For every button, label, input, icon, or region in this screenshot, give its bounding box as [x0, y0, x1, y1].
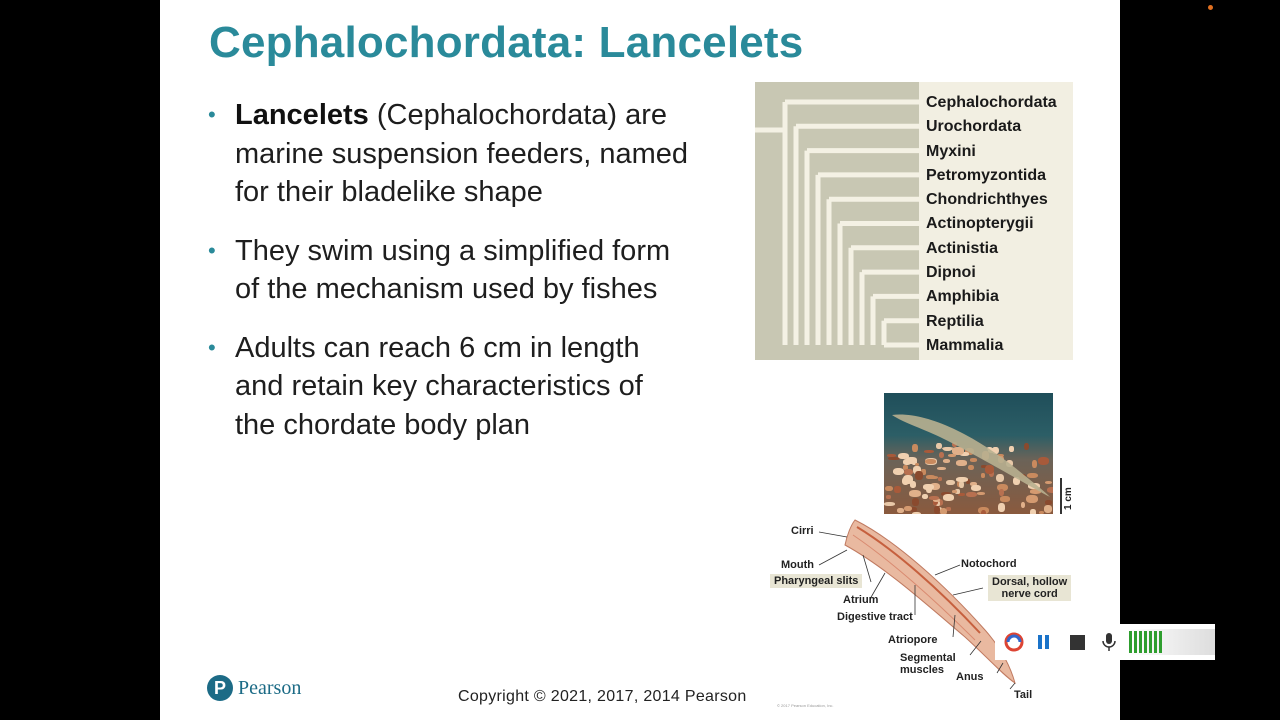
bullet-text: (Cephalochordata) are marine suspension feeders, named for their bladelike shape — [235, 99, 688, 208]
bullet-item — [208, 232, 688, 309]
label-atrium: Atrium — [843, 594, 879, 606]
meter-bar — [1129, 631, 1132, 653]
taxon-label: Amphibia — [926, 288, 999, 306]
taxa-list — [926, 92, 1057, 359]
recording-toolbar — [995, 624, 1215, 660]
meter-bar — [1134, 631, 1137, 653]
label-nerve-cord — [988, 575, 1071, 601]
lancelet-photo — [884, 393, 1053, 514]
bullet-text: They swim using a simplified form of the mechanism used by fishes — [235, 234, 671, 305]
bullet-dot-icon: • — [208, 237, 216, 263]
meter-bar — [1154, 631, 1157, 653]
bullet-text: Adults can reach 6 cm in length and retain key characteristics of the chordate body plan — [235, 331, 643, 441]
stop-icon[interactable] — [1066, 631, 1087, 653]
label-segmental: Segmental — [900, 652, 956, 664]
label-nerve-cord-line2: nerve cord — [1001, 588, 1058, 600]
label-digestive-tract: Digestive tract — [837, 611, 913, 623]
label-pharyngeal-slits: Pharyngeal slits — [770, 574, 862, 588]
scale-label: 1 cm — [1063, 487, 1074, 510]
pearson-logo — [207, 675, 301, 701]
label-tail: Tail — [1014, 689, 1033, 701]
taxon-label: Petromyzontida — [926, 166, 1047, 184]
taxon-label: Mammalia — [926, 336, 1004, 354]
pause-icon[interactable] — [1033, 631, 1054, 653]
taxon-label: Cephalochordata — [926, 94, 1057, 111]
label-notochord: Notochord — [961, 558, 1017, 570]
bullet-dot-icon: • — [208, 102, 216, 127]
meter-bar — [1159, 631, 1162, 653]
label-cirri: Cirri — [791, 525, 814, 537]
taxon-label: Urochordata — [926, 118, 1022, 136]
slide — [160, 0, 1120, 720]
notification-dot — [1208, 5, 1213, 10]
label-anus: Anus — [956, 671, 984, 683]
app-logo-icon[interactable] — [1003, 631, 1025, 653]
label-mouth: Mouth — [781, 559, 814, 571]
bullet-dot-icon: • — [208, 334, 216, 360]
scale-bar — [1060, 478, 1062, 514]
meter-bar — [1149, 631, 1152, 653]
bullet-item — [208, 96, 688, 212]
copyright-text: Copyright © 2021, 2017, 2014 Pearson — [458, 688, 747, 705]
bullet-item — [208, 329, 688, 445]
label-atriopore: Atriopore — [888, 634, 938, 646]
taxon-label: Actinopterygii — [926, 215, 1034, 233]
label-muscles: muscles — [900, 664, 945, 676]
bullet-list — [208, 96, 688, 464]
lancelet-anatomy-diagram — [775, 515, 1105, 715]
pearson-p-icon: P — [207, 675, 233, 701]
taxon-label: Dipnoi — [926, 264, 976, 282]
taxon-label: Actinistia — [926, 239, 999, 257]
microphone-icon[interactable] — [1098, 631, 1119, 653]
bullet-bold-term: Lancelets — [235, 99, 369, 131]
audio-level-meter — [1127, 629, 1215, 655]
slide-title: Cephalochordata: Lancelets — [209, 18, 804, 67]
label-nerve-cord-line1: Dorsal, hollow — [992, 576, 1068, 588]
tree-branches — [755, 82, 925, 360]
meter-bar — [1139, 631, 1142, 653]
meter-bar — [1144, 631, 1147, 653]
pearson-wordmark: Pearson — [238, 676, 302, 699]
lancelet-body-drawing — [775, 515, 1105, 715]
taxon-label: Chondrichthyes — [926, 191, 1048, 209]
figure-credit: © 2017 Pearson Education, Inc. — [777, 703, 834, 708]
lancelet-body-shape — [884, 393, 1053, 514]
taxon-label: Reptilia — [926, 312, 984, 330]
taxon-label: Myxini — [926, 142, 976, 160]
phylogenetic-tree — [755, 82, 1073, 360]
